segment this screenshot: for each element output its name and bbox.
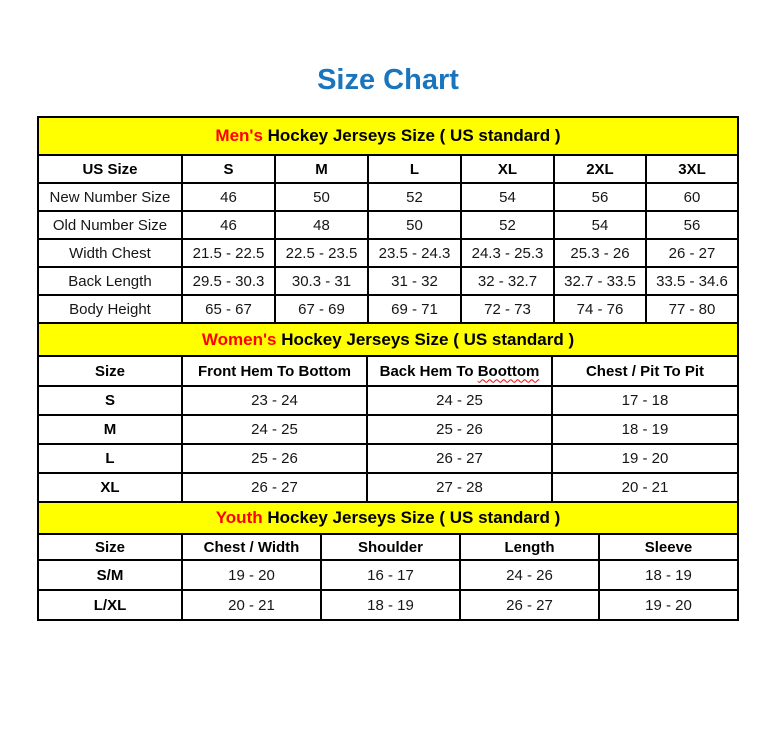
table-cell: 16 - 17 (321, 560, 460, 590)
table-cell: 26 - 27 (460, 590, 599, 620)
column-header: M (275, 155, 368, 183)
row-label: S (38, 386, 182, 415)
table-cell: 21.5 - 22.5 (182, 239, 275, 267)
column-header: S (182, 155, 275, 183)
table-cell: 77 - 80 (646, 295, 738, 323)
table-cell: 67 - 69 (275, 295, 368, 323)
table-row (38, 473, 738, 502)
table-row (38, 295, 738, 323)
table-cell: 46 (182, 211, 275, 239)
mens-size-table (37, 116, 739, 324)
column-header: Length (460, 534, 599, 560)
table-cell: 22.5 - 23.5 (275, 239, 368, 267)
table-cell: 25 - 26 (182, 444, 367, 473)
spellcheck-wavy-underline: Boottom (477, 362, 540, 380)
column-header: 3XL (646, 155, 738, 183)
table-cell: 50 (368, 211, 461, 239)
column-header: Shoulder (321, 534, 460, 560)
table-cell: 32.7 - 33.5 (554, 267, 646, 295)
womens-section-row (38, 323, 738, 356)
column-header: Size (38, 534, 182, 560)
table-row (38, 211, 738, 239)
table-row (38, 239, 738, 267)
womens-section-header (38, 323, 738, 356)
column-header: L (368, 155, 461, 183)
row-label: Old Number Size (38, 211, 182, 239)
column-header: Size (38, 356, 182, 386)
youth-header-row (38, 534, 738, 560)
youth-heading-highlight: Youth (215, 508, 263, 527)
back-hem-label: Back Hem To (379, 362, 478, 380)
table-row (38, 267, 738, 295)
table-cell: 20 - 21 (552, 473, 738, 502)
table-cell: 32 - 32.7 (461, 267, 554, 295)
table-cell: 24.3 - 25.3 (461, 239, 554, 267)
youth-section-row (38, 502, 738, 534)
table-cell: 50 (275, 183, 368, 211)
column-header-misspelled (367, 356, 552, 386)
table-cell: 48 (275, 211, 368, 239)
table-cell: 26 - 27 (646, 239, 738, 267)
column-header: US Size (38, 155, 182, 183)
page-title: Size Chart (317, 64, 459, 96)
row-label: Body Height (38, 295, 182, 323)
table-cell: 18 - 19 (599, 560, 738, 590)
table-cell: 30.3 - 31 (275, 267, 368, 295)
womens-heading-rest: Hockey Jerseys Size ( US standard ) (276, 329, 575, 349)
table-cell: 52 (368, 183, 461, 211)
table-cell: 56 (554, 183, 646, 211)
table-row (38, 590, 738, 620)
mens-section-header (38, 117, 738, 155)
row-label: New Number Size (38, 183, 182, 211)
table-cell: 19 - 20 (552, 444, 738, 473)
table-cell: 20 - 21 (182, 590, 321, 620)
table-cell: 60 (646, 183, 738, 211)
column-header: Chest / Width (182, 534, 321, 560)
womens-header-row (38, 356, 738, 386)
table-cell: 72 - 73 (461, 295, 554, 323)
mens-heading-highlight: Men's (215, 126, 263, 145)
table-cell: 19 - 20 (182, 560, 321, 590)
table-cell: 25 - 26 (367, 415, 552, 444)
table-cell: 27 - 28 (367, 473, 552, 502)
table-cell: 18 - 19 (321, 590, 460, 620)
womens-heading-highlight: Women's (201, 329, 277, 349)
row-label: Width Chest (38, 239, 182, 267)
mens-section-row (38, 117, 738, 155)
size-chart (0, 116, 776, 621)
column-header: 2XL (554, 155, 646, 183)
table-row (38, 415, 738, 444)
table-cell: 23 - 24 (182, 386, 367, 415)
column-header: Front Hem To Bottom (182, 356, 367, 386)
table-cell: 31 - 32 (368, 267, 461, 295)
table-cell: 17 - 18 (552, 386, 738, 415)
table-cell: 18 - 19 (552, 415, 738, 444)
table-cell: 23.5 - 24.3 (368, 239, 461, 267)
table-row (38, 444, 738, 473)
row-label: M (38, 415, 182, 444)
table-cell: 54 (461, 183, 554, 211)
table-cell: 25.3 - 26 (554, 239, 646, 267)
table-cell: 24 - 25 (367, 386, 552, 415)
column-header: Sleeve (599, 534, 738, 560)
table-cell: 24 - 25 (182, 415, 367, 444)
youth-section-header (38, 502, 738, 534)
table-row (38, 183, 738, 211)
table-cell: 26 - 27 (367, 444, 552, 473)
table-cell: 74 - 76 (554, 295, 646, 323)
table-cell: 24 - 26 (460, 560, 599, 590)
table-row (38, 386, 738, 415)
row-label: S/M (38, 560, 182, 590)
page (0, 64, 776, 621)
womens-size-table (37, 322, 739, 503)
mens-header-row (38, 155, 738, 183)
mens-heading-rest: Hockey Jerseys Size ( US standard ) (262, 126, 561, 145)
table-cell: 33.5 - 34.6 (646, 267, 738, 295)
column-header: Chest / Pit To Pit (552, 356, 738, 386)
row-label: L/XL (38, 590, 182, 620)
table-cell: 19 - 20 (599, 590, 738, 620)
table-cell: 26 - 27 (182, 473, 367, 502)
table-cell: 69 - 71 (368, 295, 461, 323)
table-cell: 54 (554, 211, 646, 239)
table-row (38, 560, 738, 590)
table-cell: 56 (646, 211, 738, 239)
column-header: XL (461, 155, 554, 183)
youth-size-table (37, 501, 739, 621)
table-cell: 46 (182, 183, 275, 211)
row-label: XL (38, 473, 182, 502)
row-label: Back Length (38, 267, 182, 295)
table-cell: 65 - 67 (182, 295, 275, 323)
youth-heading-rest: Hockey Jerseys Size ( US standard ) (262, 508, 561, 527)
table-cell: 29.5 - 30.3 (182, 267, 275, 295)
table-cell: 52 (461, 211, 554, 239)
row-label: L (38, 444, 182, 473)
